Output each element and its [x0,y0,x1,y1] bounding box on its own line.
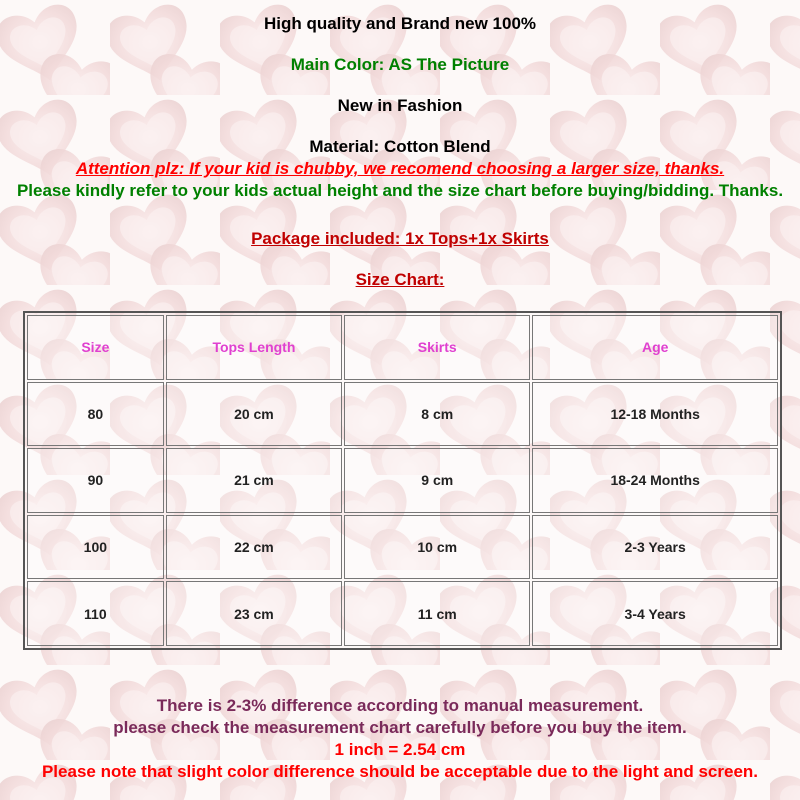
main-color-line: Main Color: AS The Picture [290,55,510,74]
table-row [27,448,778,513]
cell-age: 12-18 Months [532,382,778,447]
quality-line: High quality and Brand new 100% [263,14,537,33]
color-difference-note: Please note that slight color difference should be acceptable due to the light and screen. [41,762,759,781]
material-line: Material: Cotton Blend [309,137,491,156]
inch-conversion: 1 inch = 2.54 cm [334,740,466,759]
cell-age: 3-4 Years [532,581,778,646]
table-header-row [27,315,778,380]
measurement-difference-note: There is 2-3% difference according to manual measurement. [156,696,644,715]
cell-tops-length: 21 cm [166,448,342,513]
header-age: Age [532,315,778,380]
cell-size: 110 [27,581,164,646]
header-size: Size [27,315,164,380]
header-skirts: Skirts [344,315,530,380]
header-tops-length: Tops Length [166,315,342,380]
table-row [27,581,778,646]
cell-tops-length: 23 cm [166,581,342,646]
refer-note: Please kindly refer to your kids actual height and the size chart before buying/bidding. Thanks. [16,181,784,200]
cell-skirts: 10 cm [344,515,530,580]
cell-age: 2-3 Years [532,515,778,580]
size-chart-table [23,311,782,650]
cell-tops-length: 22 cm [166,515,342,580]
cell-age: 18-24 Months [532,448,778,513]
cell-size: 80 [27,382,164,447]
attention-note: Attention plz: If your kid is chubby, we recomend choosing a larger size, thanks. [75,159,725,178]
size-chart-title: Size Chart: [355,270,445,289]
cell-size: 90 [27,448,164,513]
package-included: Package included: 1x Tops+1x Skirts [251,229,549,248]
check-chart-note: please check the measurement chart carefully before you buy the item. [113,718,687,737]
cell-skirts: 8 cm [344,382,530,447]
table-row [27,382,778,447]
cell-skirts: 9 cm [344,448,530,513]
cell-tops-length: 20 cm [166,382,342,447]
table-row [27,515,778,580]
cell-size: 100 [27,515,164,580]
cell-skirts: 11 cm [344,581,530,646]
fashion-line: New in Fashion [337,96,463,115]
